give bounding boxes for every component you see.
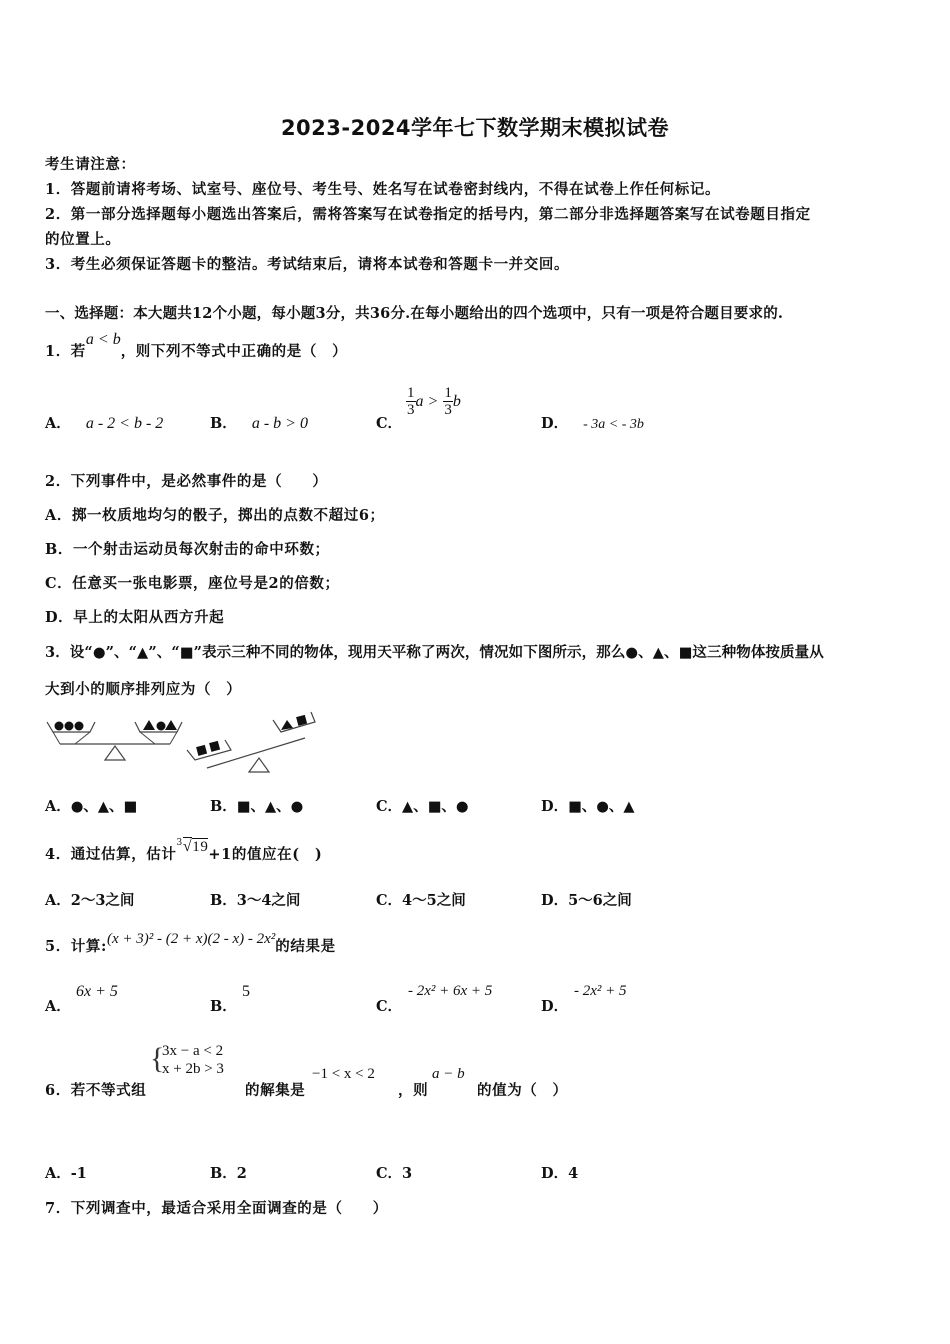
q1-option-c: $\frac{1}{3}$ a > $\frac{1}{3}$ b [407, 385, 461, 418]
notice-item: 1．答题前请将考场、试室号、座位号、考生号、姓名写在试卷密封线内，不得在试卷上作任何标记。 [45, 181, 721, 198]
q4-option-d: D．5～6之间 [541, 892, 632, 909]
q6-option-c: C．3 [376, 1165, 413, 1182]
q5-option-d: - 2x² + 5 [574, 983, 627, 999]
q5-option-b: 5 [242, 983, 250, 1000]
q3-stem: 3．设“●”、“▲”、“■”表示三种不同的物体，现用天平称了两次，情况如下图所示，那么●、▲、■这三种物体按质量从 [45, 644, 824, 661]
notice-item: 2．第一部分选择题每小题选出答案后，需将答案写在试卷指定的括号内，第二部分非选择题答案写在试卷题目指定 [45, 206, 811, 223]
q6-prefix: 6．若不等式组 [45, 1082, 147, 1099]
balance-scale-2 [187, 712, 315, 772]
section-heading: 一、选择题：本大题共12个小题，每小题3分，共36分.在每小题给出的四个选项中，只有一项是符合题目要求的. [45, 305, 784, 322]
q6-solution: −1 < x < 2 [312, 1066, 375, 1082]
notice-item: 的位置上。 [45, 231, 121, 248]
q5-option-d-label: D． [541, 998, 569, 1015]
q3-option-a: A．●、▲、■ [45, 798, 138, 815]
q1-option-d: D． - 3a < - 3b [541, 415, 644, 432]
q6-option-d: D．4 [541, 1165, 579, 1182]
q4-stem: 4．通过估算，估计$^3$√19+1的值应在( ) [45, 838, 323, 863]
circle-weight [157, 722, 166, 731]
q1-option-b: B． a - b > 0 [210, 415, 308, 432]
circle-weight [55, 722, 64, 731]
q5-option-a: 6x + 5 [76, 983, 118, 1000]
q5-option-b-label: B． [210, 998, 237, 1015]
cube-root: $^3$√19 [176, 838, 209, 855]
q5-option-a-label: A． [45, 998, 71, 1015]
q4-option-a: A．2～3之间 [45, 892, 135, 909]
q1-stem: 1．若a < b，则下列不等式中正确的是（ ） [45, 331, 348, 360]
q2-option-d: D．早上的太阳从西方升起 [45, 609, 225, 626]
q2-option-a: A．掷一枚质地均匀的骰子，掷出的点数不超过6； [45, 507, 385, 524]
q1-option-c-label: C． [376, 415, 403, 432]
square-weight [209, 741, 220, 752]
q2-option-c: C．任意买一张电影票，座位号是2的倍数； [45, 575, 340, 592]
triangle-weight [143, 720, 155, 730]
q5-option-c: - 2x² + 6x + 5 [408, 983, 493, 999]
notice-heading: 考生请注意： [45, 156, 136, 173]
notice-item: 3．考生必须保证答题卡的整洁。考试结束后，请将本试卷和答题卡一并交回。 [45, 256, 570, 273]
q5-option-c-label: C． [376, 998, 403, 1015]
q3-option-d: D．■、●、▲ [541, 798, 635, 815]
q6-option-a: A．-1 [45, 1165, 87, 1182]
q6-mid: 的解集是 [245, 1082, 306, 1099]
q7-stem: 7．下列调查中，最适合采用全面调查的是（ ） [45, 1200, 388, 1217]
q5-stem: 5．计算:(x + 3)² - (2 + x)(2 - x) - 2x²的结果是 [45, 931, 336, 955]
q4-option-c: C．4～5之间 [376, 892, 466, 909]
circle-weight [65, 722, 74, 731]
q2-stem: 2．下列事件中，是必然事件的是（ ） [45, 473, 328, 490]
q5-expression: (x + 3)² - (2 + x)(2 - x) - 2x² [106, 931, 276, 947]
q6-mid2: ，则 [398, 1082, 429, 1099]
q6-suffix: 的值为（ ） [477, 1082, 568, 1099]
q3-stem-cont: 大到小的顺序排列应为（ ） [45, 681, 242, 698]
balance-scale-1 [47, 720, 182, 760]
q4-option-b: B．3～4之间 [210, 892, 301, 909]
q3-option-c: C．▲、■、● [376, 798, 469, 815]
q6-target: a − b [432, 1066, 465, 1082]
square-weight [196, 745, 207, 756]
triangle-weight [165, 720, 177, 730]
q3-option-b: B．■、▲、● [210, 798, 304, 815]
q2-option-b: B．一个射击运动员每次射击的命中环数； [45, 541, 330, 558]
q6-inequality-system: { 3x − a < 2 x + 2b > 3 [150, 1042, 224, 1077]
balance-scales-figure [45, 708, 335, 778]
q6-option-b: B．2 [210, 1165, 247, 1182]
q1-condition: a < b [85, 331, 121, 348]
page-title: 2023-2024学年七下数学期末模拟试卷 [280, 116, 670, 140]
q1-option-a: A． a - 2 < b - 2 [45, 415, 164, 432]
circle-weight [75, 722, 84, 731]
